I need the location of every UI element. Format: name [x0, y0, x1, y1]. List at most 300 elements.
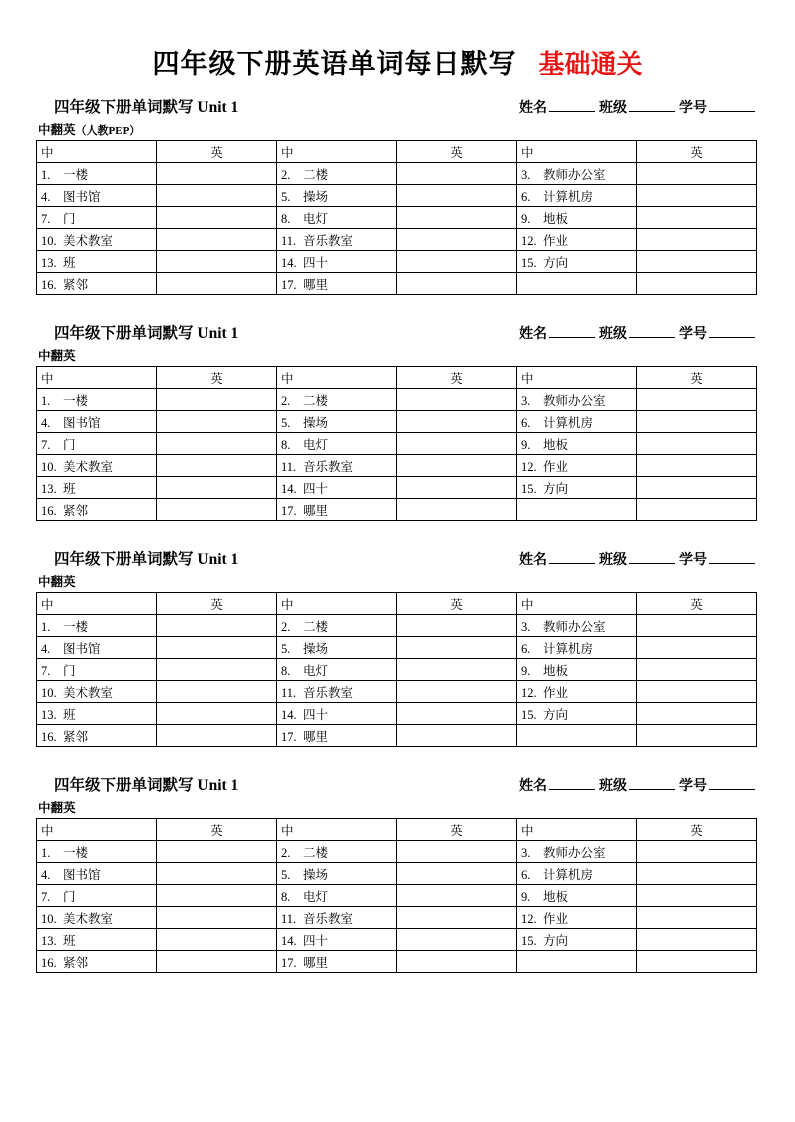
word-text: 教师办公室 [543, 619, 606, 634]
name-field-label: 姓名 [519, 553, 547, 568]
section-subtitle [36, 798, 759, 816]
word-cell-chinese [37, 907, 157, 929]
answer-cell-english[interactable] [397, 273, 517, 295]
word-cell-chinese [277, 411, 397, 433]
answer-cell-english[interactable] [637, 681, 757, 703]
word-cell-chinese [517, 659, 637, 681]
word-number: 4. [41, 867, 51, 882]
page-title [36, 42, 759, 81]
answer-cell-english[interactable] [637, 703, 757, 725]
student-info-fields [519, 97, 755, 117]
word-cell-chinese [517, 499, 637, 521]
word-cell-chinese [37, 703, 157, 725]
class-field-blank[interactable] [629, 111, 675, 112]
word-number: 5. [281, 189, 291, 204]
answer-cell-english[interactable] [157, 273, 277, 295]
column-header-chinese: 中 [37, 819, 157, 841]
table-row [37, 841, 757, 863]
answer-cell-english[interactable] [157, 163, 277, 185]
word-cell-chinese [517, 455, 637, 477]
name-field[interactable] [519, 97, 595, 117]
word-text: 电灯 [303, 437, 329, 452]
word-number: 10. [41, 233, 57, 248]
answer-cell-english[interactable] [637, 907, 757, 929]
answer-cell-english[interactable] [157, 659, 277, 681]
word-text: 哪里 [303, 729, 329, 744]
name-field-blank[interactable] [549, 789, 595, 790]
answer-cell-english[interactable] [157, 615, 277, 637]
word-cell-chinese [37, 229, 157, 251]
words-table [36, 592, 757, 747]
table-row [37, 615, 757, 637]
word-cell-chinese [517, 907, 637, 929]
word-cell-chinese [277, 389, 397, 411]
answer-cell-english[interactable] [157, 229, 277, 251]
word-number: 15. [521, 933, 537, 948]
word-number: 12. [521, 459, 537, 474]
answer-cell-english[interactable] [637, 885, 757, 907]
word-number: 2. [281, 619, 291, 634]
word-cell-chinese [37, 273, 157, 295]
word-number: 4. [41, 641, 51, 656]
section-subtitle-text: 中翻英 [38, 801, 76, 815]
column-header-english: 英 [637, 593, 757, 615]
answer-cell-english[interactable] [397, 433, 517, 455]
word-text: 一楼 [63, 167, 89, 182]
word-text: 四十 [303, 933, 329, 948]
answer-cell-english[interactable] [637, 251, 757, 273]
answer-cell-english[interactable] [637, 163, 757, 185]
word-cell-chinese [277, 863, 397, 885]
column-header-english: 英 [397, 593, 517, 615]
class-field[interactable] [599, 775, 675, 795]
word-text: 紧邻 [63, 503, 89, 518]
answer-cell-english[interactable] [397, 207, 517, 229]
page-title-main: 四年级下册英语单词每日默写 [152, 49, 517, 79]
word-number: 11. [281, 685, 297, 700]
section-subtitle-text: 中翻英 [38, 123, 76, 137]
word-number: 3. [521, 393, 531, 408]
answer-cell-english[interactable] [157, 637, 277, 659]
word-text: 操场 [303, 867, 329, 882]
answer-cell-english[interactable] [637, 477, 757, 499]
answer-cell-english[interactable] [157, 863, 277, 885]
worksheet-section [36, 773, 759, 973]
answer-cell-english[interactable] [157, 185, 277, 207]
column-header-english: 英 [397, 819, 517, 841]
class-field[interactable] [599, 97, 675, 117]
answer-cell-english[interactable] [397, 929, 517, 951]
answer-cell-english[interactable] [157, 703, 277, 725]
table-row [37, 163, 757, 185]
word-cell-chinese [517, 637, 637, 659]
table-row [37, 929, 757, 951]
word-cell-chinese [277, 725, 397, 747]
word-cell-chinese [277, 929, 397, 951]
answer-cell-english[interactable] [397, 725, 517, 747]
answer-cell-english[interactable] [397, 615, 517, 637]
column-header-chinese: 中 [37, 367, 157, 389]
table-header-row [37, 141, 757, 163]
answer-cell-english[interactable] [157, 885, 277, 907]
answer-cell-english[interactable] [157, 841, 277, 863]
word-text: 哪里 [303, 955, 329, 970]
word-cell-chinese [37, 251, 157, 273]
word-cell-chinese [517, 681, 637, 703]
word-number: 3. [521, 167, 531, 182]
table-row [37, 951, 757, 973]
table-row [37, 433, 757, 455]
word-cell-chinese [277, 251, 397, 273]
student-id-field-blank[interactable] [709, 789, 755, 790]
answer-cell-english[interactable] [637, 841, 757, 863]
answer-cell-english[interactable] [637, 499, 757, 521]
word-text: 图书馆 [63, 867, 101, 882]
answer-cell-english[interactable] [637, 273, 757, 295]
word-cell-chinese [277, 615, 397, 637]
column-header-chinese: 中 [37, 141, 157, 163]
student-id-field-blank[interactable] [709, 337, 755, 338]
word-cell-chinese [277, 841, 397, 863]
word-number: 9. [521, 663, 531, 678]
word-number: 16. [41, 729, 57, 744]
word-cell-chinese [37, 389, 157, 411]
word-number: 16. [41, 277, 57, 292]
table-row [37, 411, 757, 433]
word-number: 8. [281, 663, 291, 678]
column-header-english: 英 [637, 141, 757, 163]
answer-cell-english[interactable] [157, 455, 277, 477]
class-field-blank[interactable] [629, 563, 675, 564]
word-cell-chinese [277, 273, 397, 295]
section-title: 四年级下册单词默写 Unit 1 [54, 325, 239, 342]
answer-cell-english[interactable] [397, 229, 517, 251]
word-number: 10. [41, 459, 57, 474]
word-text: 地板 [543, 889, 569, 904]
word-number: 1. [41, 393, 51, 408]
word-text: 方向 [543, 707, 569, 722]
answer-cell-english[interactable] [157, 499, 277, 521]
word-text: 电灯 [303, 663, 329, 678]
column-header-chinese: 中 [277, 593, 397, 615]
section-subtitle [36, 120, 759, 138]
answer-cell-english[interactable] [637, 433, 757, 455]
word-text: 哪里 [303, 503, 329, 518]
word-text: 地板 [543, 437, 569, 452]
word-text: 门 [63, 211, 76, 226]
student-id-field[interactable] [679, 97, 755, 117]
word-text: 班 [63, 707, 76, 722]
answer-cell-english[interactable] [397, 163, 517, 185]
word-number: 6. [521, 189, 531, 204]
answer-cell-english[interactable] [397, 251, 517, 273]
student-id-field-label: 学号 [679, 779, 707, 794]
name-field[interactable] [519, 549, 595, 569]
answer-cell-english[interactable] [397, 411, 517, 433]
name-field[interactable] [519, 775, 595, 795]
answer-cell-english[interactable] [637, 659, 757, 681]
column-header-chinese: 中 [277, 141, 397, 163]
student-id-field-blank[interactable] [709, 111, 755, 112]
word-text: 二楼 [303, 393, 329, 408]
word-number: 3. [521, 619, 531, 634]
word-cell-chinese [517, 411, 637, 433]
column-header-chinese: 中 [517, 593, 637, 615]
word-number: 4. [41, 189, 51, 204]
word-number: 16. [41, 503, 57, 518]
answer-cell-english[interactable] [157, 389, 277, 411]
answer-cell-english[interactable] [637, 207, 757, 229]
answer-cell-english[interactable] [157, 477, 277, 499]
word-number: 5. [281, 867, 291, 882]
word-cell-chinese [277, 659, 397, 681]
word-cell-chinese [37, 951, 157, 973]
answer-cell-english[interactable] [397, 703, 517, 725]
table-row [37, 207, 757, 229]
word-number: 4. [41, 415, 51, 430]
word-text: 四十 [303, 255, 329, 270]
word-text: 门 [63, 437, 76, 452]
table-row [37, 389, 757, 411]
answer-cell-english[interactable] [637, 725, 757, 747]
column-header-english: 英 [397, 141, 517, 163]
word-text: 作业 [543, 459, 569, 474]
answer-cell-english[interactable] [157, 411, 277, 433]
student-id-field-label: 学号 [679, 553, 707, 568]
word-number: 12. [521, 233, 537, 248]
table-row [37, 455, 757, 477]
answer-cell-english[interactable] [157, 207, 277, 229]
column-header-chinese: 中 [37, 593, 157, 615]
word-cell-chinese [277, 951, 397, 973]
word-text: 图书馆 [63, 641, 101, 656]
student-id-field[interactable] [679, 775, 755, 795]
word-text: 作业 [543, 233, 569, 248]
word-cell-chinese [517, 433, 637, 455]
word-text: 班 [63, 933, 76, 948]
class-field-label: 班级 [599, 101, 627, 116]
word-number: 11. [281, 459, 297, 474]
word-cell-chinese [517, 163, 637, 185]
answer-cell-english[interactable] [637, 411, 757, 433]
word-number: 14. [281, 481, 297, 496]
column-header-english: 英 [637, 367, 757, 389]
answer-cell-english[interactable] [397, 499, 517, 521]
answer-cell-english[interactable] [637, 455, 757, 477]
word-text: 二楼 [303, 845, 329, 860]
table-header-row [37, 593, 757, 615]
section-subtitle-note: （人教PEP） [75, 125, 141, 137]
answer-cell-english[interactable] [397, 455, 517, 477]
answer-cell-english[interactable] [637, 951, 757, 973]
word-number: 5. [281, 641, 291, 656]
class-field-blank[interactable] [629, 789, 675, 790]
word-text: 四十 [303, 481, 329, 496]
answer-cell-english[interactable] [397, 907, 517, 929]
student-info-fields [519, 549, 755, 569]
word-cell-chinese [517, 251, 637, 273]
word-text: 音乐教室 [303, 233, 354, 248]
word-text: 地板 [543, 663, 569, 678]
section-subtitle-text: 中翻英 [38, 575, 76, 589]
answer-cell-english[interactable] [397, 389, 517, 411]
word-number: 12. [521, 685, 537, 700]
student-id-field-label: 学号 [679, 327, 707, 342]
word-number: 13. [41, 707, 57, 722]
answer-cell-english[interactable] [397, 681, 517, 703]
student-id-field-blank[interactable] [709, 563, 755, 564]
word-cell-chinese [37, 725, 157, 747]
word-number: 7. [41, 437, 51, 452]
answer-cell-english[interactable] [157, 907, 277, 929]
word-text: 图书馆 [63, 189, 101, 204]
word-cell-chinese [277, 185, 397, 207]
table-row [37, 885, 757, 907]
word-cell-chinese [37, 411, 157, 433]
student-id-field[interactable] [679, 549, 755, 569]
word-cell-chinese [517, 389, 637, 411]
section-subtitle [36, 346, 759, 364]
name-field-blank[interactable] [549, 337, 595, 338]
word-number: 14. [281, 255, 297, 270]
word-number: 13. [41, 255, 57, 270]
word-text: 二楼 [303, 167, 329, 182]
answer-cell-english[interactable] [397, 185, 517, 207]
word-cell-chinese [37, 185, 157, 207]
word-text: 方向 [543, 481, 569, 496]
answer-cell-english[interactable] [157, 725, 277, 747]
word-number: 9. [521, 889, 531, 904]
word-number: 8. [281, 889, 291, 904]
word-cell-chinese [37, 499, 157, 521]
answer-cell-english[interactable] [157, 951, 277, 973]
name-field-blank[interactable] [549, 563, 595, 564]
answer-cell-english[interactable] [157, 681, 277, 703]
word-number: 1. [41, 845, 51, 860]
word-text: 作业 [543, 911, 569, 926]
class-field-blank[interactable] [629, 337, 675, 338]
word-text: 门 [63, 889, 76, 904]
word-number: 17. [281, 955, 297, 970]
column-header-chinese: 中 [517, 367, 637, 389]
word-text: 美术教室 [63, 685, 114, 700]
answer-cell-english[interactable] [637, 615, 757, 637]
word-text: 电灯 [303, 211, 329, 226]
word-cell-chinese [37, 681, 157, 703]
answer-cell-english[interactable] [637, 185, 757, 207]
word-number: 15. [521, 481, 537, 496]
word-number: 17. [281, 277, 297, 292]
answer-cell-english[interactable] [637, 229, 757, 251]
section-subtitle-text: 中翻英 [38, 349, 76, 363]
class-field-label: 班级 [599, 779, 627, 794]
word-cell-chinese [277, 907, 397, 929]
word-cell-chinese [37, 163, 157, 185]
word-text: 音乐教室 [303, 911, 354, 926]
student-info-fields [519, 775, 755, 795]
word-number: 17. [281, 729, 297, 744]
section-header [36, 321, 759, 343]
column-header-english: 英 [157, 141, 277, 163]
column-header-chinese: 中 [277, 819, 397, 841]
word-cell-chinese [277, 637, 397, 659]
word-number: 12. [521, 911, 537, 926]
worksheet-section [36, 321, 759, 521]
answer-cell-english[interactable] [397, 951, 517, 973]
word-text: 班 [63, 255, 76, 270]
word-number: 11. [281, 233, 297, 248]
name-field-label: 姓名 [519, 327, 547, 342]
word-text: 班 [63, 481, 76, 496]
table-row [37, 703, 757, 725]
word-number: 9. [521, 211, 531, 226]
answer-cell-english[interactable] [397, 885, 517, 907]
word-cell-chinese [517, 863, 637, 885]
name-field-label: 姓名 [519, 779, 547, 794]
table-row [37, 477, 757, 499]
word-cell-chinese [517, 229, 637, 251]
answer-cell-english[interactable] [397, 477, 517, 499]
student-id-field[interactable] [679, 323, 755, 343]
word-number: 14. [281, 933, 297, 948]
word-text: 操场 [303, 415, 329, 430]
word-number: 13. [41, 481, 57, 496]
word-number: 13. [41, 933, 57, 948]
word-number: 1. [41, 167, 51, 182]
word-number: 9. [521, 437, 531, 452]
name-field-blank[interactable] [549, 111, 595, 112]
section-header [36, 773, 759, 795]
answer-cell-english[interactable] [397, 841, 517, 863]
answer-cell-english[interactable] [637, 929, 757, 951]
word-cell-chinese [277, 229, 397, 251]
word-text: 一楼 [63, 393, 89, 408]
table-row [37, 185, 757, 207]
word-cell-chinese [517, 929, 637, 951]
table-row [37, 273, 757, 295]
section-subtitle [36, 572, 759, 590]
word-text: 操场 [303, 641, 329, 656]
table-row [37, 863, 757, 885]
word-text: 操场 [303, 189, 329, 204]
class-field[interactable] [599, 323, 675, 343]
word-text: 计算机房 [543, 867, 594, 882]
answer-cell-english[interactable] [157, 433, 277, 455]
word-text: 一楼 [63, 619, 89, 634]
words-table [36, 140, 757, 295]
class-field-label: 班级 [599, 327, 627, 342]
answer-cell-english[interactable] [637, 389, 757, 411]
answer-cell-english[interactable] [157, 929, 277, 951]
word-text: 音乐教室 [303, 685, 354, 700]
word-cell-chinese [37, 929, 157, 951]
table-header-row [37, 819, 757, 841]
answer-cell-english[interactable] [637, 863, 757, 885]
answer-cell-english[interactable] [157, 251, 277, 273]
word-number: 17. [281, 503, 297, 518]
word-cell-chinese [277, 499, 397, 521]
answer-cell-english[interactable] [397, 637, 517, 659]
column-header-english: 英 [157, 593, 277, 615]
word-text: 美术教室 [63, 459, 114, 474]
name-field[interactable] [519, 323, 595, 343]
answer-cell-english[interactable] [397, 659, 517, 681]
word-text: 美术教室 [63, 233, 114, 248]
answer-cell-english[interactable] [637, 637, 757, 659]
word-text: 作业 [543, 685, 569, 700]
class-field[interactable] [599, 549, 675, 569]
answer-cell-english[interactable] [397, 863, 517, 885]
